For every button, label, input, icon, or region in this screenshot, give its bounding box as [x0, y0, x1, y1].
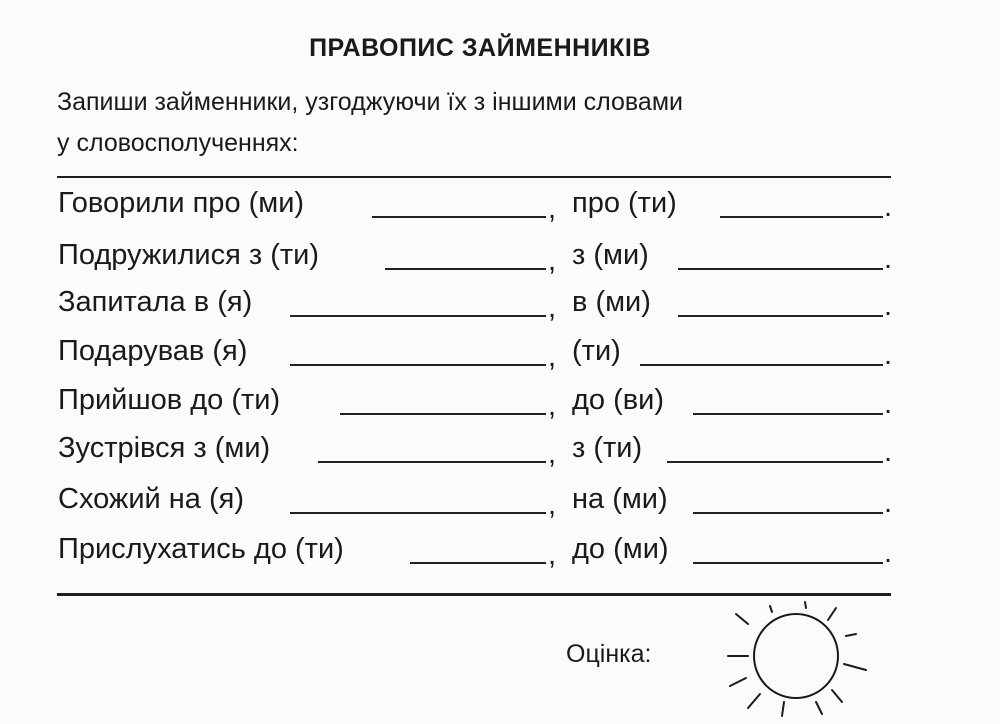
row-left-text: Запитала в (я) [58, 286, 253, 318]
row-comma: , [548, 489, 557, 521]
row-period: . [884, 487, 893, 519]
exercise-row [0, 379, 1000, 427]
top-divider [57, 176, 891, 178]
row-right-text: на (ми) [572, 483, 668, 515]
row-right-text: в (ми) [572, 286, 651, 318]
row-left-text: Говорили про (ми) [58, 187, 305, 219]
answer-blank-right[interactable] [667, 461, 883, 463]
row-comma: , [548, 539, 557, 571]
answer-blank-right[interactable] [640, 364, 883, 366]
answer-blank-left[interactable] [290, 364, 546, 366]
row-period: . [884, 388, 893, 420]
answer-blank-left[interactable] [385, 268, 546, 270]
row-period: . [884, 191, 893, 223]
row-right-text: (ти) [572, 335, 621, 367]
answer-blank-left[interactable] [372, 216, 546, 218]
row-comma: , [548, 193, 557, 225]
exercise-row [0, 528, 1000, 576]
row-right-text: про (ти) [572, 187, 677, 219]
answer-blank-right[interactable] [693, 512, 883, 514]
row-comma: , [548, 245, 557, 277]
answer-blank-right[interactable] [693, 413, 883, 415]
row-period: . [884, 537, 893, 569]
row-left-text: Подарував (я) [58, 335, 248, 367]
exercise-row [0, 234, 1000, 282]
page-title: ПРАВОПИС ЗАЙМЕННИКІВ [309, 34, 651, 62]
answer-blank-left[interactable] [340, 413, 546, 415]
row-comma: , [548, 438, 557, 470]
answer-blank-left[interactable] [290, 512, 546, 514]
instruction-line-1: Запиши займенники, узгоджуючи їх з іншими словами [57, 88, 683, 116]
answer-blank-left[interactable] [290, 315, 546, 317]
row-left-text: Прийшов до (ти) [58, 384, 281, 416]
exercise-row [0, 427, 1000, 475]
bottom-divider [57, 593, 891, 596]
row-left-text: Зустрівся з (ми) [58, 432, 271, 464]
row-period: . [884, 339, 893, 371]
answer-blank-right[interactable] [678, 315, 883, 317]
answer-blank-right[interactable] [678, 268, 883, 270]
exercise-row [0, 478, 1000, 526]
sun-icon [720, 598, 880, 724]
row-right-text: до (ми) [572, 533, 669, 565]
row-comma: , [548, 341, 557, 373]
exercise-row [0, 281, 1000, 329]
row-comma: , [548, 292, 557, 324]
row-period: . [884, 436, 893, 468]
row-right-text: до (ви) [572, 384, 665, 416]
grade-label: Оцінка: [566, 640, 652, 668]
exercise-row [0, 330, 1000, 378]
row-period: . [884, 290, 893, 322]
answer-blank-left[interactable] [318, 461, 546, 463]
answer-blank-right[interactable] [720, 216, 883, 218]
row-left-text: Подружилися з (ти) [58, 239, 320, 271]
row-left-text: Схожий на (я) [58, 483, 244, 515]
answer-blank-left[interactable] [410, 562, 546, 564]
instruction-line-2: у словосполученнях: [57, 129, 299, 157]
row-right-text: з (ти) [572, 432, 643, 464]
row-comma: , [548, 390, 557, 422]
answer-blank-right[interactable] [693, 562, 883, 564]
exercise-row [0, 182, 1000, 230]
row-right-text: з (ми) [572, 239, 649, 271]
row-period: . [884, 243, 893, 275]
row-left-text: Прислухатись до (ти) [58, 533, 344, 565]
